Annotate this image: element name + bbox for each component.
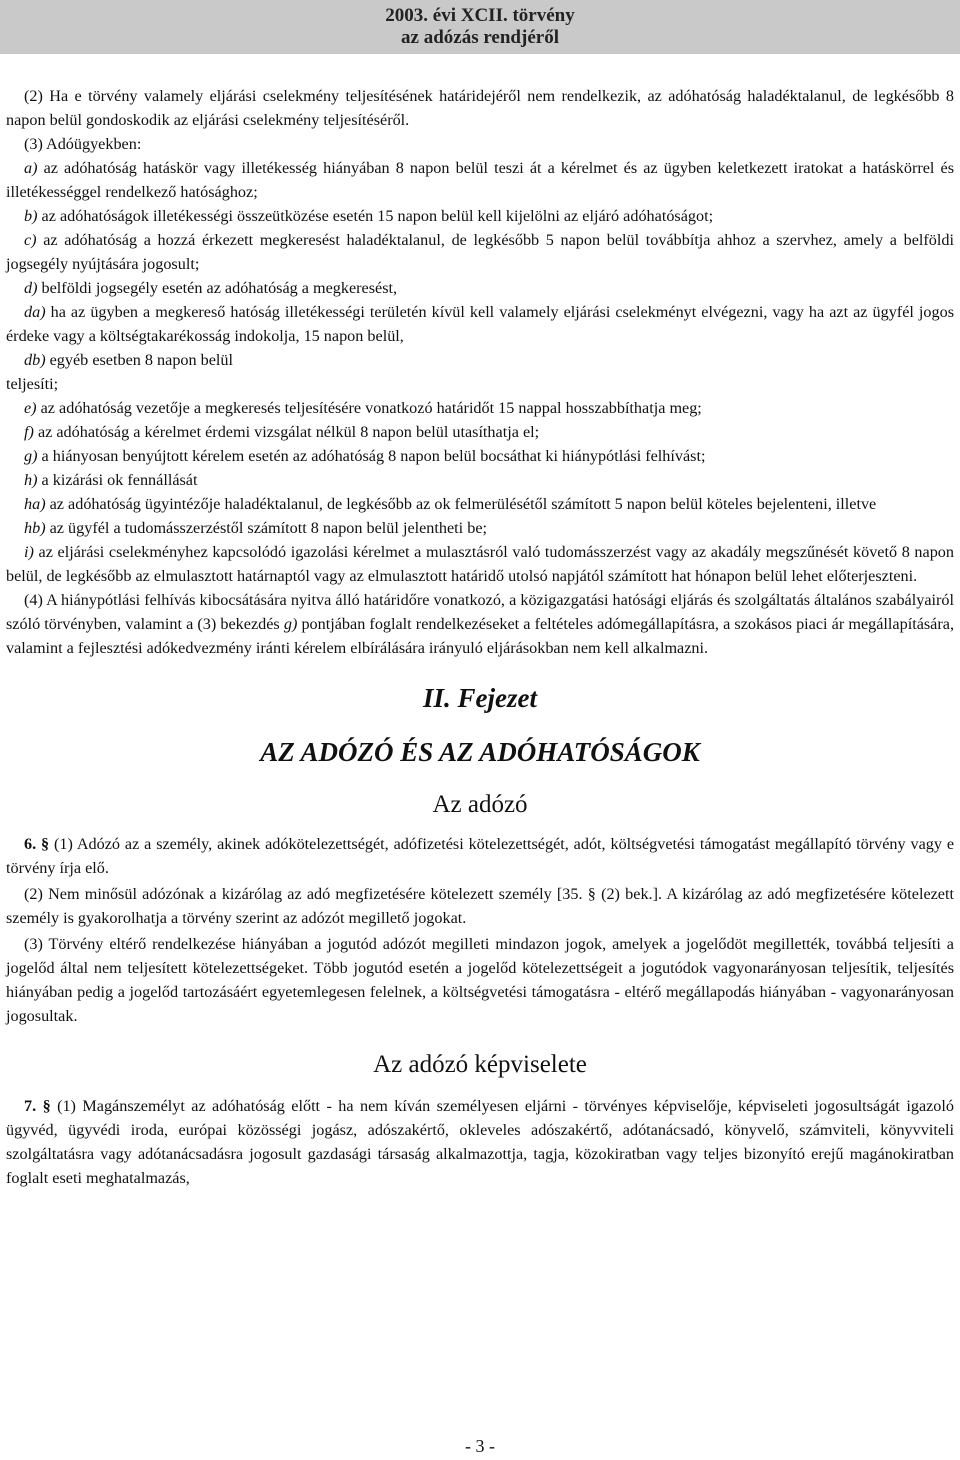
- point-da: [6, 300, 954, 348]
- document-body: [6, 84, 954, 1190]
- section-6-text-1: (1) Adózó az a személy, akinek adókötelezettségét, adófizetési kötelezettségét, adót, költségvetési támogatást megállapító törvény vagy e törvény írja elő.: [6, 835, 955, 877]
- point-ha-label: ha): [24, 495, 46, 513]
- subheading-adozo: Az adózó: [432, 791, 528, 818]
- point-hb: [6, 516, 954, 540]
- point-d-text: belföldi jogsegély esetén az adóhatóság a megkeresést,: [37, 279, 398, 297]
- point-db: [6, 348, 954, 372]
- header-law-title: 2003. évi XCII. törvény: [385, 5, 575, 26]
- point-g-text: a hiányosan benyújtott kérelem esetén az adóhatóság 8 napon belül bocsáthat ki hiánypótlási felhívást;: [37, 447, 706, 465]
- section-6-number: 6.: [24, 835, 37, 853]
- point-da-text: ha az ügyben a megkereső hatóság illetékességi területén kívül kell valamely eljárási cselekményt elvégezni, vagy ha azt az ügyfél jogos érdeke vagy a költségtakarékosság indokolja, 15 napon belül,: [6, 303, 954, 345]
- point-g-label: g): [24, 447, 38, 465]
- point-db-text: egyéb esetben 8 napon belül: [45, 351, 234, 369]
- point-f-text: az adóhatóság a kérelmet érdemi vizsgálat nélkül 8 napon belül utasíthatja el;: [33, 423, 540, 441]
- chapter-number: II. Fejezet: [423, 683, 537, 713]
- section-6-para-3: (3) Törvény eltérő rendelkezése hiányában a jogutód adózót megilleti mindazon jogok, amelyek a jogelődöt megillették, továbbá teljesíti a jogelőd által nem teljesített kötelezettségeket. Több jogutód esetén a jogelőd kötelezettségeit a jogutódok vagyonarányosan teljesítik, teljesítés hiányában pedig a jogelőd tartozásáért egyetemlegesen felelnek, a költségvetési támogatásra - eltérő megállapodás hiányában - vagyonarányosan jogosultak.: [6, 935, 954, 1025]
- point-b: [6, 204, 954, 228]
- point-e-text: az adóhatóság vezetője a megkeresés teljesítésére vonatkozó határidőt 15 nappal hosszabbíthatja meg;: [36, 399, 702, 417]
- point-h: [6, 468, 954, 492]
- point-f-label: f): [24, 423, 34, 441]
- point-i-text: az eljárási cselekményhez kapcsolódó igazolási kérelmet a mulasztásról való tudomásszerzést vagy az akadály megszűnését követő 8 napon belül, de legkésőbb az elmulasztott határnaptól vagy az elmulasztott határidő utolsó napjától számított hat hónapon belül lehet előterjeszteni.: [6, 543, 954, 585]
- point-b-text: az adóhatóságok illetékességi összeütközése esetén 15 napon belül kell kijelölni az eljáró adóhatóságot;: [37, 207, 714, 225]
- page-header: [0, 0, 960, 54]
- point-ha: [6, 492, 954, 516]
- point-h-text: a kizárási ok fennállását: [37, 471, 198, 489]
- point-c-text: az adóhatóság a hozzá érkezett megkeresést haladéktalanul, de legkésőbb 5 napon belül továbbítja ahhoz a szervhez, amely a belföldi jogsegély nyújtására jogosult;: [6, 231, 954, 273]
- point-hb-label: hb): [24, 519, 46, 537]
- section-7-text-1: (1) Magánszemélyt az adóhatóság előtt - ha nem kíván személyesen eljárni - törvényes képviselője, képviseleti jogosultságát igazoló ügyvéd, ügyvédi iroda, európai közösségi jogász, adószakértő, okleveles adószakértő, adótanácsadó, könyvelő, számviteli, könyvviteli szolgáltatásra vagy adótanácsadásra jogosult gazdasági társaság alkalmazottja, tagja, közokiratban vagy teljes bizonyító erejű magánokiratban foglalt eseti meghatalmazás,: [6, 1097, 954, 1187]
- paragraph-3-intro: (3) Adóügyekben:: [24, 135, 142, 153]
- point-d: [6, 276, 954, 300]
- point-d-label: d): [24, 279, 38, 297]
- paragraph-4-ref: g): [283, 615, 298, 633]
- point-i-label: i): [24, 543, 34, 561]
- point-da-label: da): [24, 303, 46, 321]
- point-a-label: a): [24, 159, 38, 177]
- section-7-sign: §: [42, 1097, 51, 1115]
- paragraph-4: [6, 588, 954, 660]
- teljesiti-line: teljesíti;: [6, 375, 59, 393]
- paragraph-2: (2) Ha e törvény valamely eljárási cselekmény teljesítésének határidejéről nem rendelkezik, az adóhatóság haladéktalanul, de legkésőbb 8 napon belül gondoskodik az eljárási cselekmény teljesítéséről.: [6, 87, 954, 129]
- chapter-title: AZ ADÓZÓ ÉS AZ ADÓHATÓSÁGOK: [260, 737, 700, 767]
- point-c-label: c): [24, 231, 37, 249]
- point-e: [6, 396, 954, 420]
- paragraph-4-pre: (4) A hiánypótlási felhívás kibocsátására nyitva álló határidőre vonatkozó, a közigazgatási hatósági eljárás és szolgáltatás általános szabályairól szóló törvényben, valamint a (3) bekezdés: [6, 591, 954, 633]
- header-law-subtitle: az adózás rendjéről: [401, 27, 559, 48]
- point-c: [6, 228, 954, 276]
- point-h-label: h): [24, 471, 38, 489]
- point-a: [6, 156, 954, 204]
- section-7-number: 7.: [24, 1097, 37, 1115]
- section-6-para-2: (2) Nem minősül adózónak a kizárólag az adó megfizetésére kötelezett személy [35. § (2) bek.]. A kizárólag az adó megfizetésére kötelezett személy is gyakorolhatja a törvény szerint az adózót megillető jogokat.: [6, 885, 954, 927]
- point-hb-text: az ügyfél a tudomásszerzéstől számított 8 napon belül jelentheti be;: [45, 519, 487, 537]
- section-6-para-1: [6, 832, 954, 880]
- page-number: - 3 -: [465, 1436, 495, 1456]
- point-a-text: az adóhatóság hatáskör vagy illetékesség hiányában 8 napon belül teszi át a kérelmet és az ügyben keletkezett iratokat a hatáskörrel és illetékességgel rendelkező hatósághoz;: [6, 159, 954, 201]
- subheading-kepviselet: Az adózó képviselete: [373, 1051, 587, 1078]
- point-b-label: b): [24, 207, 38, 225]
- point-e-label: e): [24, 399, 37, 417]
- section-7-para-1: [6, 1094, 954, 1190]
- point-i: [6, 540, 954, 588]
- point-ha-text: az adóhatóság ügyintézője haladéktalanul, de legkésőbb az ok felmerülésétől számított 5 napon belül köteles bejelenteni, illetve: [45, 495, 877, 513]
- point-g: [6, 444, 954, 468]
- section-6-sign: §: [41, 835, 50, 853]
- point-db-label: db): [24, 351, 46, 369]
- point-f: [6, 420, 954, 444]
- paragraph-4-post: pontjában foglalt rendelkezéseket a feltételes adómegállapításra, a szokásos piaci ár megállapítására, valamint a fejlesztési adókedvezmény iránti kérelem elbírálására irányuló eljárásokban nem kell alkalmazni.: [6, 615, 954, 657]
